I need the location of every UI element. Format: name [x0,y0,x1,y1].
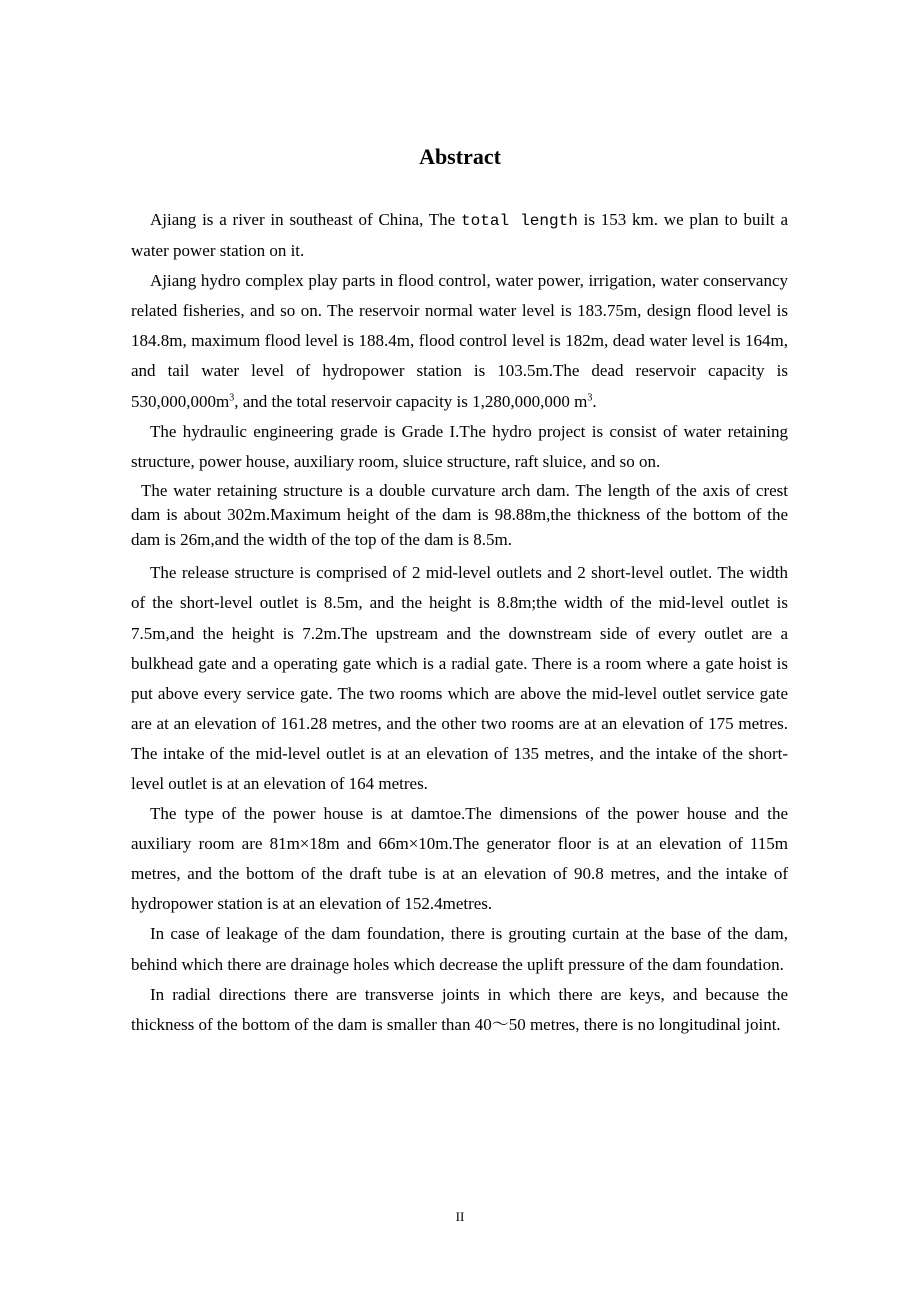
paragraph-text: . [592,391,597,411]
abstract-body [131,205,788,1040]
paragraph-reservoir-levels [131,266,788,416]
paragraph-foundation: In case of leakage of the dam foundation, there is grouting curtain at the base of the dam, behind which there are drainage holes which decrease the uplift pressure of the dam foundation. [131,924,788,974]
paragraph-power-house: The type of the power house is at damtoe.The dimensions of the power house and the auxiliary room are 81m×18m and 66m×10m.The generator floor is at an elevation of 115m metres, and the bottom of the draft tube is at an elevation of 90.8 metres, and the intake of hydropower station is at an elevation of 152.4metres. [131,804,788,914]
paragraph-joints: In radial directions there are transverse joints in which there are keys, and because the thickness of the bottom of the dam is smaller than 40～50 metres, there is no longitudinal joint. [131,984,788,1034]
page-number: II [455,1209,465,1224]
superscript: 3 [587,391,593,403]
paragraph-engineering-grade: The hydraulic engineering grade is Grade I.The hydro project is consist of water retaining structure, power house, auxiliary room, sluice structure, raft sluice, and so on. [131,421,788,471]
paragraph-text: Ajiang hydro complex play parts in flood control, water power, irrigation, water conservancy related fisheries, and so on. The reservoir normal water level is 183.75m, design flood level is 184.8m, maximum flood level is 188.4m, flood control level is 182m, dead water level is 164m, and tail water level of hydropower station is 103.5m.The dead reservoir capacity is 530,000,000m [131,271,788,411]
paragraph-text: is 153 km. we plan to built a water power station on it. [131,210,788,261]
page-title: Abstract [419,144,501,169]
paragraph-release-structure: The release structure is comprised of 2 mid-level outlets and 2 short-level outlet. The width of the short-level outlet is 8.5m, and the height is 8.8m;the width of the mid-level outlet is 7.5m,and the height is 7.2m.The upstream and the downstream side of every outlet are a bulkhead gate and a operating gate which is a radial gate. There is a room where a gate hoist is put above every service gate. The two rooms which are above the mid-level outlet service gate are at an elevation of 161.28 metres, and the other two rooms are at an elevation of 175 metres. The intake of the mid-level outlet is at an elevation of 135 metres, and the intake of the short-level outlet is at an elevation of 164 metres. [131,563,788,793]
paragraph-river-intro [131,205,788,266]
superscript: 3 [229,391,235,403]
monospace-text: total length [461,212,578,230]
paragraph-arch-dam: The water retaining structure is a double curvature arch dam. The length of the axis of crest dam is about 302m.Maximum height of the dam is 98.88m,the thickness of the bottom of the dam is 26m,and the width of the top of the dam is 8.5m. [131,480,788,549]
paragraph-text: , and the total reservoir capacity is 1,280,000,000 m [234,391,588,411]
paragraph-text: Ajiang is a river in southeast of China, The [150,210,462,229]
